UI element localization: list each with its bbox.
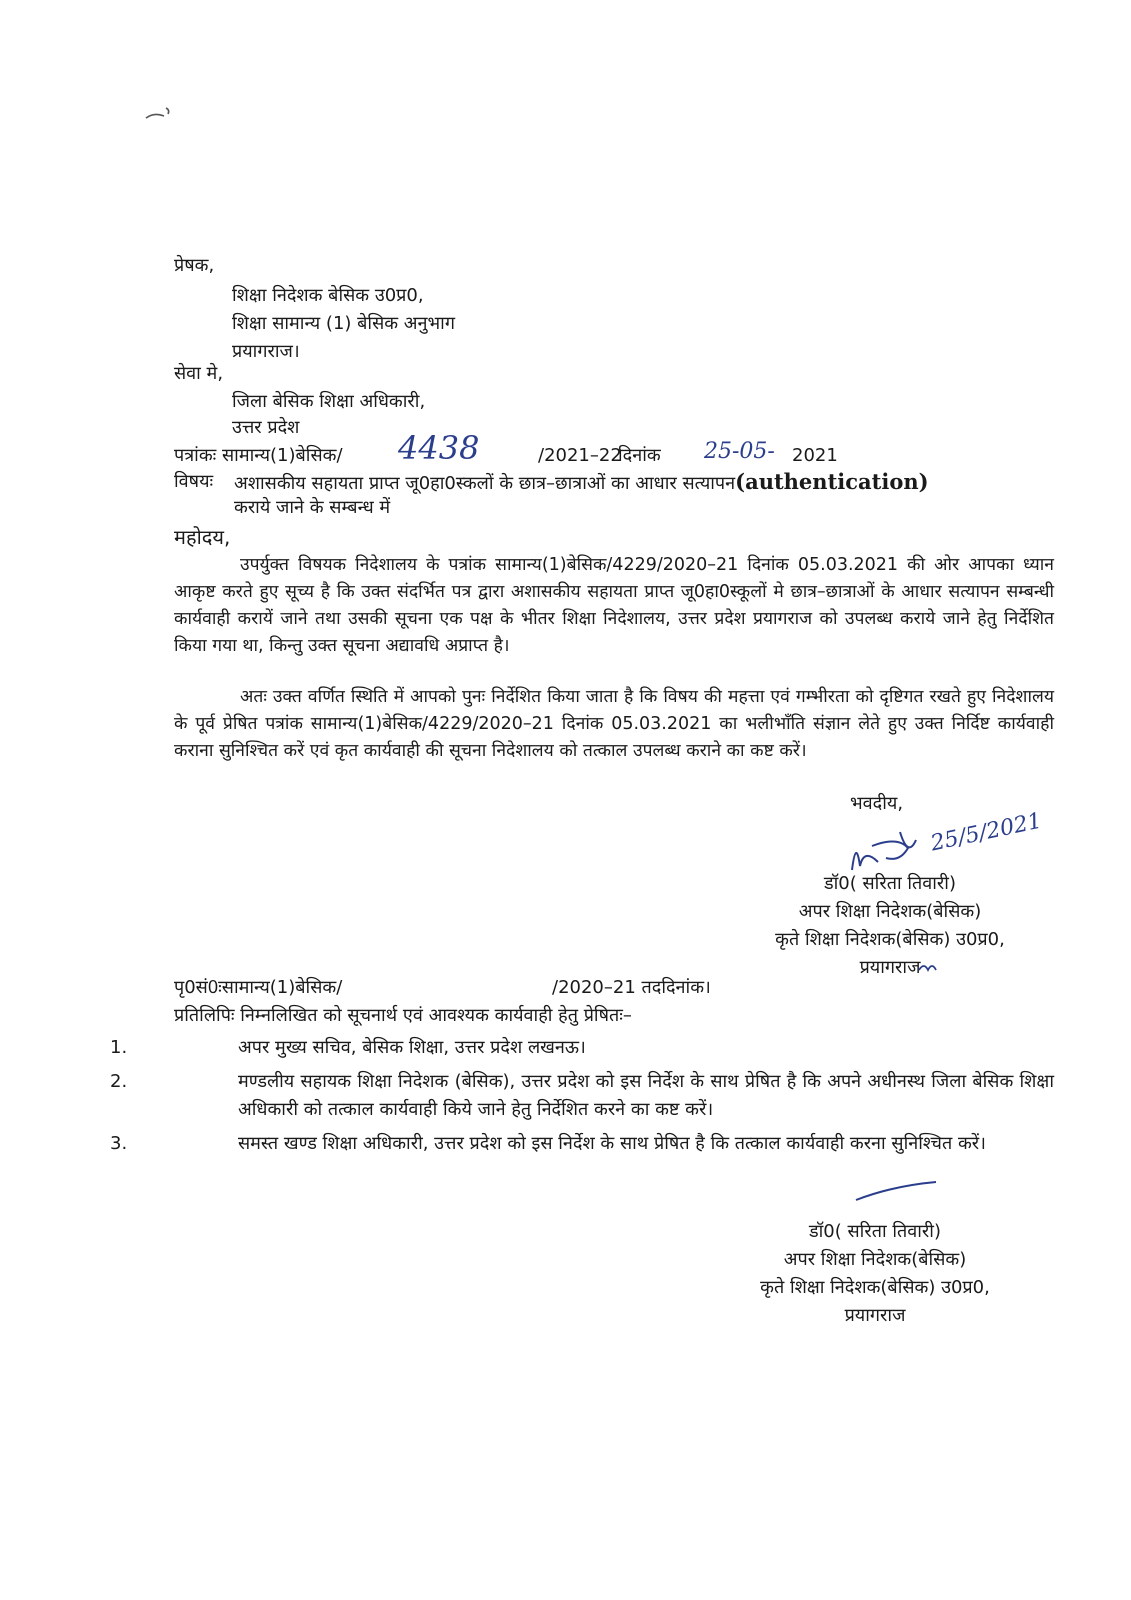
copy-item-text: अपर मुख्य सचिव, बेसिक शिक्षा, उत्तर प्रदेश लखनऊ। xyxy=(238,1037,586,1058)
copy-item xyxy=(110,1130,1054,1158)
copy-item xyxy=(110,1034,1054,1062)
recipient-line: उत्तर प्रदेश xyxy=(232,417,300,438)
endorsement-signatory-block xyxy=(740,1218,1010,1330)
copy-item-text: मण्डलीय सहायक शिक्षा निदेशक (बेसिक), उत्तर प्रदेश को इस निर्देश के साथ प्रेषित है कि अपने अधीनस्थ जिला बेसिक शिक्षा अधिकारी को तत्काल कार्यवाही किये जाने हेतु निर्देशित करने का कष्ट करें। xyxy=(238,1071,1054,1120)
subject-label: विषयः xyxy=(174,471,214,492)
signature-stroke xyxy=(852,1176,942,1206)
recipient-line: जिला बेसिक शिक्षा अधिकारी, xyxy=(232,391,426,412)
endorsement-ref-suffix: /2020–21 तददिनांक। xyxy=(552,977,711,998)
copy-item-num: 2. xyxy=(110,1071,128,1092)
signatory-designation: अपर शिक्षा निदेशक(बेसिक) xyxy=(798,901,982,922)
scan-mark xyxy=(140,100,180,130)
signatory-block xyxy=(760,870,1020,982)
copy-item xyxy=(110,1068,1054,1124)
ref-date-handwritten: 25-05- xyxy=(704,439,775,464)
signatory-place: प्रयागराज xyxy=(859,957,921,978)
subject-line2: कराये जाने के सम्बन्ध में xyxy=(234,497,391,518)
copy-item-text: समस्त खण्ड शिक्षा अधिकारी, उत्तर प्रदेश को इस निर्देश के साथ प्रेषित है कि तत्काल कार्यवाही करना सुनिश्चित करें। xyxy=(238,1133,986,1154)
ref-number-handwritten: 4438 xyxy=(398,429,480,467)
signatory-name: डॉ0( सरिता तिवारी) xyxy=(809,1221,941,1242)
recipient-label: सेवा मे, xyxy=(174,363,224,384)
subject-hindi: अशासकीय सहायता प्राप्त जू0हा0स्कलों के छात्र–छात्राओं का आधार सत्यापन xyxy=(234,473,736,494)
ref-date-year: 2021 xyxy=(792,445,838,466)
signatory-name: डॉ0( सरिता तिवारी) xyxy=(824,873,956,894)
copy-list xyxy=(110,1034,1054,1158)
ref-year: /2021–22 xyxy=(538,445,622,466)
copy-item-num: 3. xyxy=(110,1133,128,1154)
copy-intro: प्रतिलिपिः निम्नलिखित को सूचनार्थ एवं आवश्यक कार्यवाही हेतु प्रेषितः– xyxy=(174,1005,632,1026)
sender-label: प्रेषक, xyxy=(174,255,215,276)
signatory-designation: अपर शिक्षा निदेशक(बेसिक) xyxy=(783,1249,967,1270)
sender-line: शिक्षा निदेशक बेसिक उ0प्र0, xyxy=(232,285,424,306)
sender-line: शिक्षा सामान्य (1) बेसिक अनुभाग xyxy=(232,313,455,334)
initial-mark xyxy=(916,958,940,978)
sender-line: प्रयागराज। xyxy=(232,341,300,362)
signatory-on-behalf: कृते शिक्षा निदेशक(बेसिक) उ0प्र0, xyxy=(760,1277,990,1298)
endorsement-ref-prefix: पृ0सं0ःसामान्य(1)बेसिक/ xyxy=(174,977,343,998)
signatory-on-behalf: कृते शिक्षा निदेशक(बेसिक) उ0प्र0, xyxy=(775,929,1005,950)
subject-english: (authentication) xyxy=(735,469,929,494)
body-paragraph: उपर्युक्त विषयक निदेशालय के पत्रांक सामान्य(1)बेसिक/4229/2020–21 दिनांक 05.03.2021 की ओर आपका ध्यान आकृष्ट करते हुए सूच्य है कि उक्त संदर्भित पत्र द्वारा अशासकीय सहायता प्राप्त जू0हा0स्कूलों मे छात्र–छात्राओं के आधार सत्यापन सम्बन्धी कार्यवाही करायें जाने तथा उसकी सूचना एक पक्ष के भीतर शिक्षा निदेशालय, उत्तर प्रदेश प्रयागराज को उपलब्ध कराये जाने हेतु निर्देशित किया गया था, किन्तु उक्त सूचना अद्यावधि अप्राप्त है। xyxy=(174,555,1054,656)
salutation: महोदय, xyxy=(174,525,231,549)
closing: भवदीय, xyxy=(850,793,904,814)
body-paragraph: अतः उक्त वर्णित स्थिति में आपको पुनः निर्देशित किया जाता है कि विषय की महत्ता एवं गम्भीरता को दृष्टिगत रखते हुए निदेशालय के पूर्व प्रेषित पत्रांक सामान्य(1)बेसिक/4229/2020–21 दिनांक 05.03.2021 का भलीभाँति संज्ञान लेते हुए उक्त निर्दिष्ट कार्यवाही कराना सुनिश्चित करें एवं कृत कार्यवाही की सूचना निदेशालय को तत्काल उपलब्ध कराने का कष्ट करें। xyxy=(174,687,1054,761)
signatory-place: प्रयागराज xyxy=(844,1305,906,1326)
ref-prefix: पत्रांकः सामान्य(1)बेसिक/ xyxy=(174,445,343,466)
signature-date-handwritten: 25/5/2021 xyxy=(928,808,1045,857)
ref-date-label: दिनांक xyxy=(618,445,661,466)
copy-item-num: 1. xyxy=(110,1037,128,1058)
